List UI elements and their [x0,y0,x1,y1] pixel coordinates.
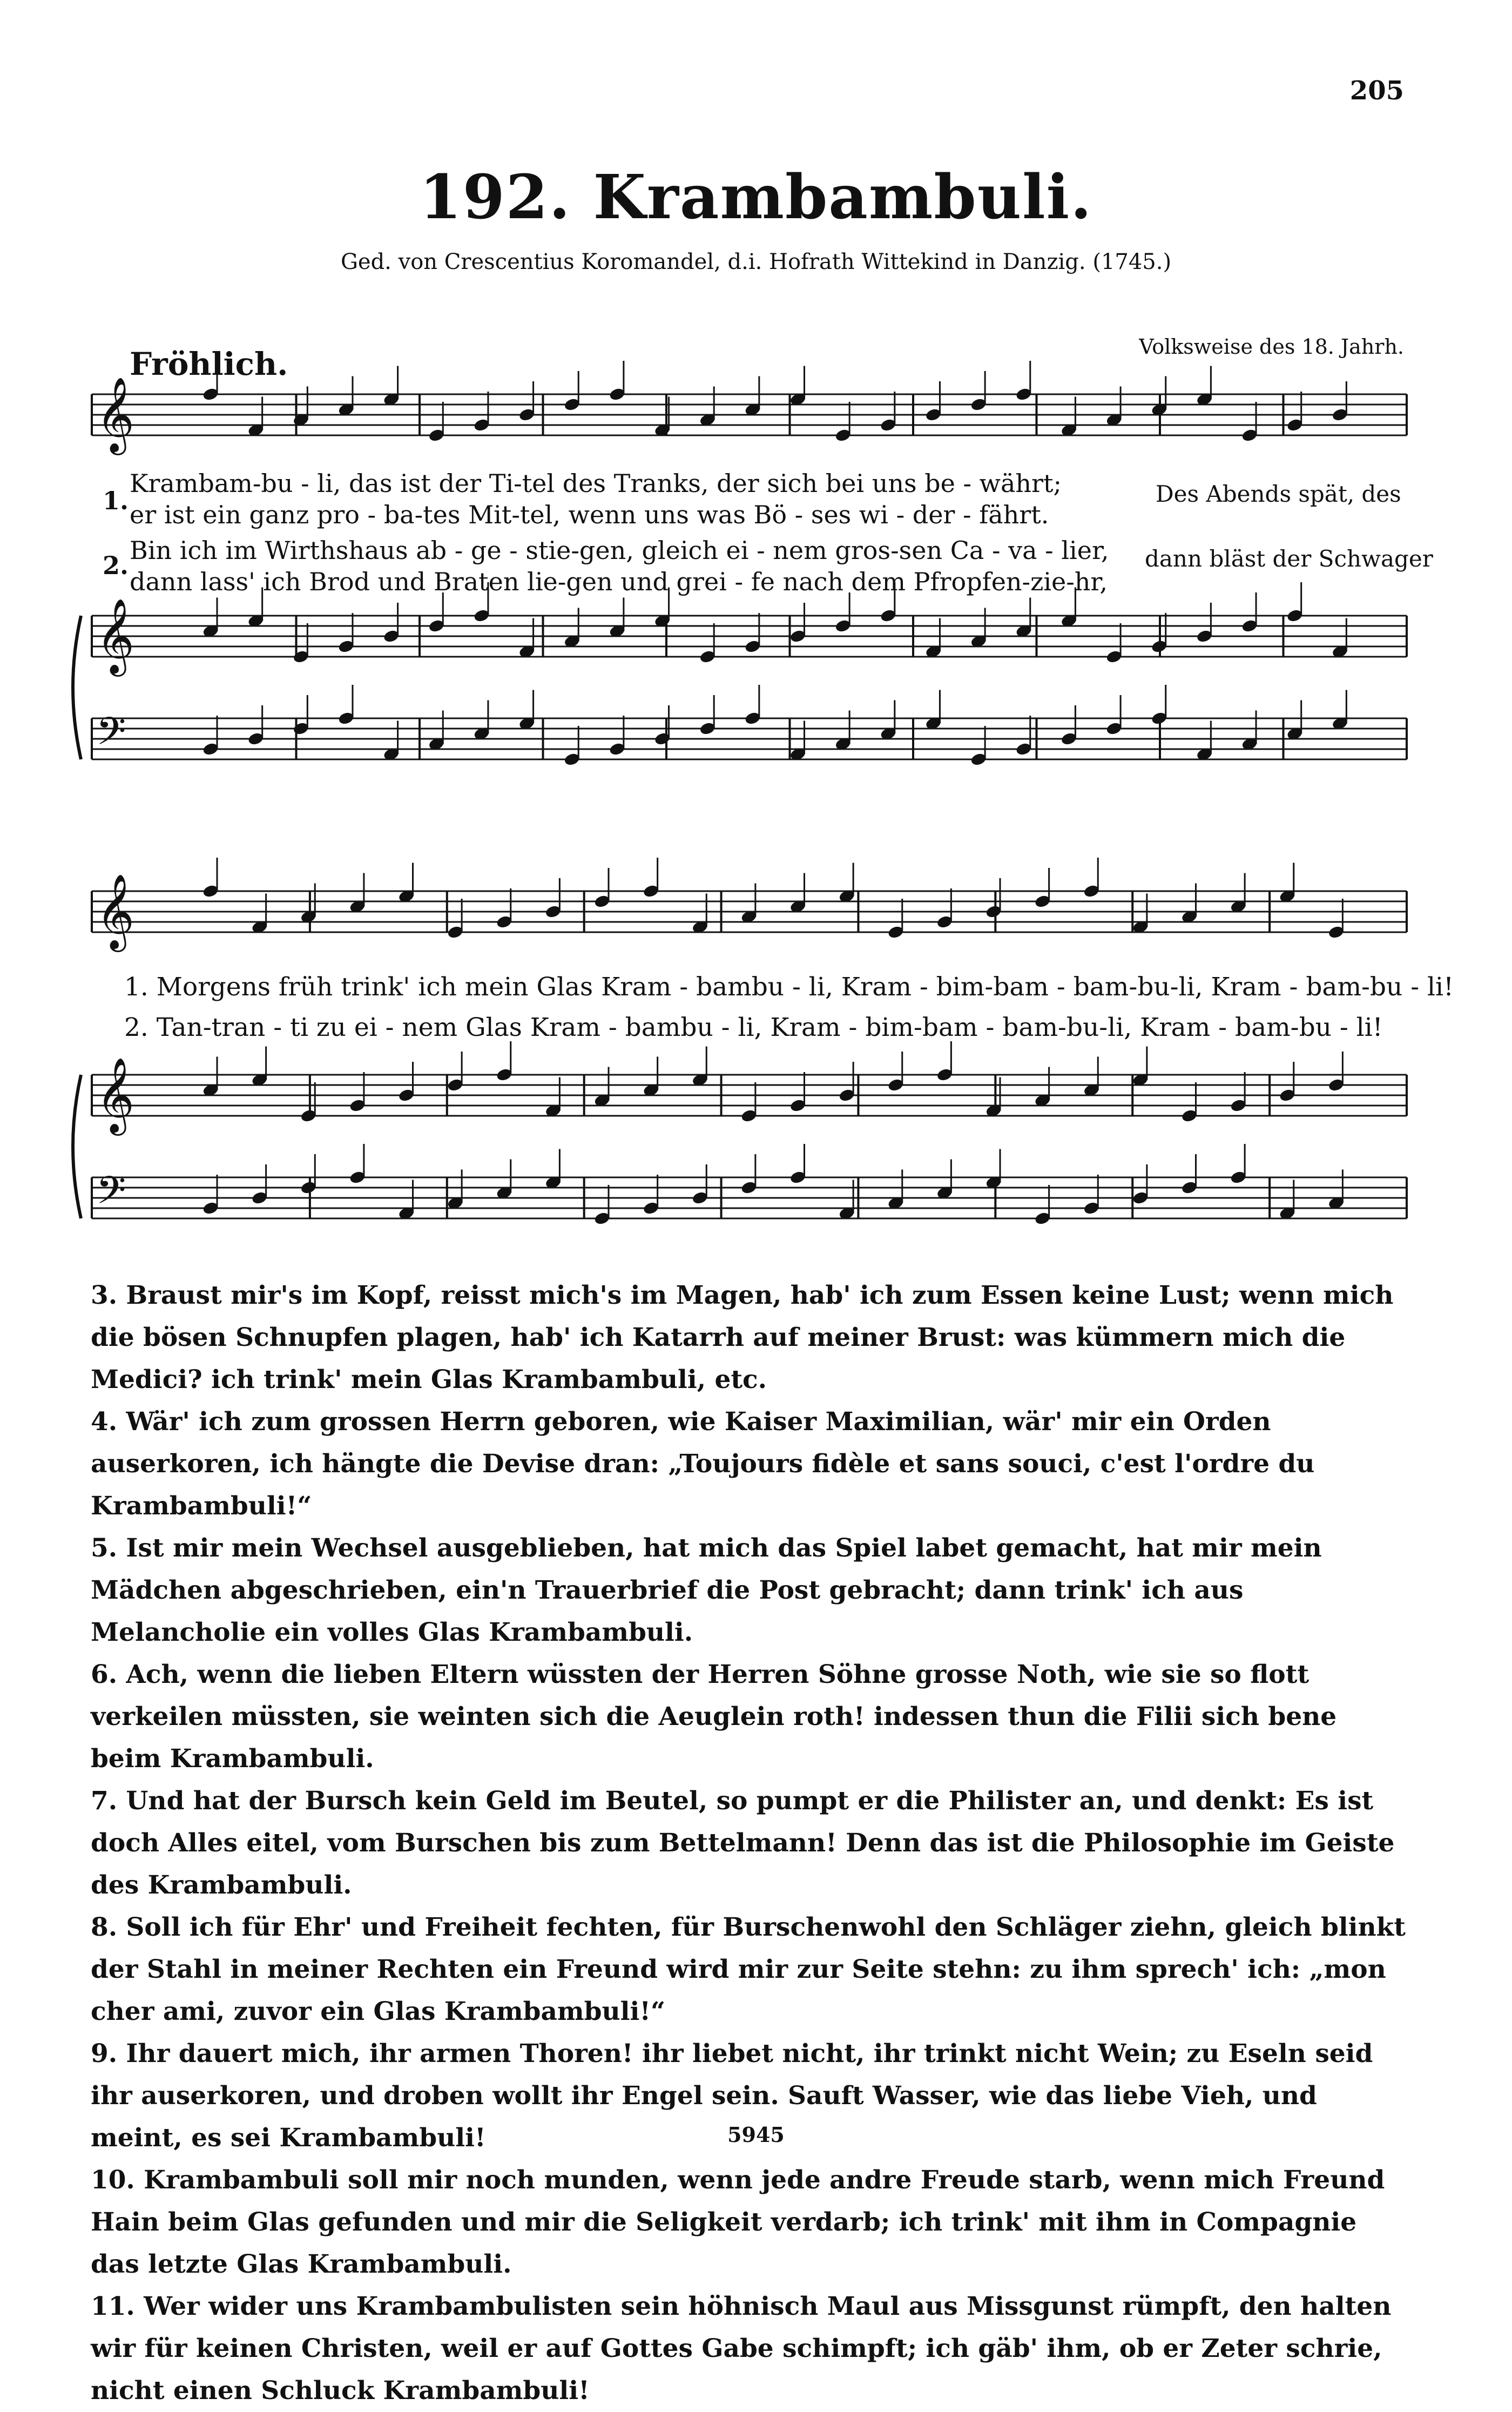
bass-clef: 𝄢 [96,709,126,763]
melody-attribution: Volksweise des 18. Jahrh. [1139,335,1404,359]
tempo-marking: Fröhlich. [130,346,288,382]
verse-9: 9. Ihr dauert mich, ihr armen Thoren! ihr liebet nicht, ihr trinkt nicht Wein; zu Eseln seid ihr auserkoren, und droben wollt ihr Engel sein. Sauft Wasser, wie das liebe Vieh, und meint, es sei Krambambuli! [91,2039,1373,2153]
verse-4: 4. Wär' ich zum grossen Herrn geboren, wie Kaiser Maximilian, wär' mir ein Orden auserkoren, ich hängte die Devise dran: „Toujours fidèle et sans souci, c'est l'ordre du Krambambuli!“ [91,1407,1315,1521]
verse2-line2: dann lass' ich Brod und Braten lie-gen und grei - fe nach dem Pfropfen-zie-hr, [130,567,1108,596]
verse-10: 10. Krambambuli soll mir noch munden, wenn jede andre Freude starb, wenn mich Freund Hain beim Glas gefunden und mir die Seligkeit verdarb; ich trink' mit ihm in Compagnie das letzte Glas Krambambuli. [91,2165,1385,2279]
verse1-number: 1. [103,486,129,515]
verse-8: 8. Soll ich für Ehr' und Freiheit fechten, für Burschenwohl den Schläger ziehn, gleich blinkt der Stahl in meiner Rechten ein Freund wird mir zur Seite stehn: zu ihm sprech' ich: „mon cher ami, zuvor ein Glas Krambambuli!“ [91,1912,1406,2026]
treble-clef: 𝄞 [96,874,134,949]
system-brace [73,616,81,759]
verse2-refrain-start: dann bläst der Schwager [1145,545,1433,572]
poet-credit: Ged. von Crescentius Koromandel, d.i. Hofrath Wittekind in Danzig. (1745.) [340,250,1172,274]
verse1-refrain-start: Des Abends spät, des [1156,481,1401,507]
refrain-verse1: 1. Morgens früh trink' ich mein Glas Kram - bambu - li, Kram - bim-bam - bam-bu-li, Kram - bam-bu - li! [124,972,1454,1002]
treble-clef: 𝄞 [96,1057,134,1133]
refrain-verse2: 2. Tan-tran - ti zu ei - nem Glas Kram - bambu - li, Kram - bim-bam - bam-bu-li, Kram - bam-bu - li! [124,1013,1383,1042]
additional-verses [91,1275,1408,2412]
verse-6: 6. Ach, wenn die lieben Eltern wüssten der Herren Söhne grosse Noth, wie sie so flott verkeilen müssten, sie weinten sich die Aeuglein roth! indessen thun die Filii sich bene beim Krambambuli. [91,1660,1337,1774]
verse-11: 11. Wer wider uns Krambambulisten sein höhnisch Maul aus Missgunst rümpft, den halten wir für keinen Christen, weil er auf Gottes Gabe schimpft; ich gäb' ihm, ob er Zeter schrie, nicht einen Schluck Krambambuli! [91,2292,1392,2406]
verse2-number: 2. [103,551,129,580]
verse-3: 3. Braust mir's im Kopf, reisst mich's im Magen, hab' ich zum Essen keine Lust; wenn mich die bösen Schnupfen plagen, hab' ich Katarrh auf meiner Brust: was kümmern mich die Medici? ich trink' mein Glas Krambambuli, etc. [91,1281,1394,1394]
page-number: 205 [1349,76,1404,106]
verse1-line1: Krambam-bu - li, das ist der Ti-tel des Tranks, der sich bei uns be - währt; [130,469,1062,498]
plate-number: 5945 [727,2123,785,2147]
verse-7: 7. Und hat der Bursch kein Geld im Beutel, so pumpt er die Philister an, und denkt: Es ist doch Alles eitel, vom Burschen bis zum Bettelmann! Denn das ist die Philosophie im Geiste des Krambambuli. [91,1786,1395,1900]
verse1-line2: er ist ein ganz pro - ba-tes Mit-tel, wenn uns was Bö - ses wi - der - fährt. [130,500,1049,529]
system-brace [73,1075,81,1218]
page-title: 192. Krambambuli. [419,162,1093,233]
treble-clef: 𝄞 [96,377,134,452]
verse-5: 5. Ist mir mein Wechsel ausgeblieben, hat mich das Spiel labet gemacht, hat mir mein Mädchen abgeschrieben, ein'n Trauerbrief die Post gebracht; dann trink' ich aus Melancholie ein volles Glas Krambambuli. [91,1533,1322,1647]
bass-clef: 𝄢 [96,1168,126,1222]
treble-clef: 𝄞 [96,598,134,673]
verse2-line1: Bin ich im Wirthshaus ab - ge - stie-gen, gleich ei - nem gros-sen Ca - va - lier, [130,536,1109,565]
